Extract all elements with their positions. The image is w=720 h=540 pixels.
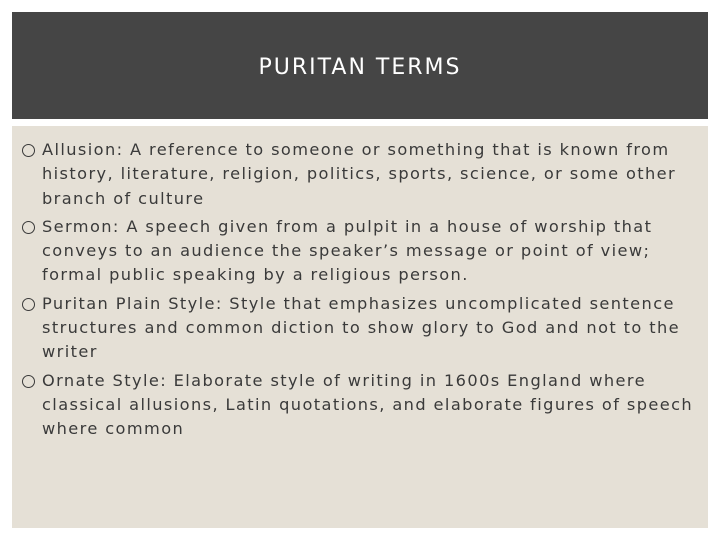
slide-header bbox=[12, 12, 708, 119]
circle-bullet-icon bbox=[22, 298, 35, 311]
term-text: Sermon: A speech given from a pulpit in a house of worship that conveys to an audience the speaker’s message or point of view; formal public speaking by a religious person. bbox=[42, 216, 653, 285]
term-sermon bbox=[42, 215, 698, 288]
circle-bullet-icon bbox=[22, 144, 35, 157]
term-ornate-style bbox=[42, 369, 698, 442]
term-text: Allusion: A reference to someone or something that is known from history, literature, religion, politics, sports, science, or some other branch of culture bbox=[42, 140, 677, 208]
term-list bbox=[12, 126, 708, 442]
circle-bullet-icon bbox=[22, 221, 35, 234]
term-text: Ornate Style: Elaborate style of writing in 1600s England where classical allusions, Latin quotations, and elaborate figures of speech where common bbox=[42, 370, 694, 439]
slide-title: PURITAN TERMS bbox=[258, 55, 462, 80]
term-allusion bbox=[42, 138, 698, 211]
circle-bullet-icon bbox=[22, 375, 35, 388]
term-puritan-plain-style bbox=[42, 292, 698, 365]
slide-content bbox=[12, 126, 708, 528]
term-text: Puritan Plain Style: Style that emphasizes uncomplicated sentence structures and common diction to show glory to God and not to the writer bbox=[42, 293, 681, 362]
